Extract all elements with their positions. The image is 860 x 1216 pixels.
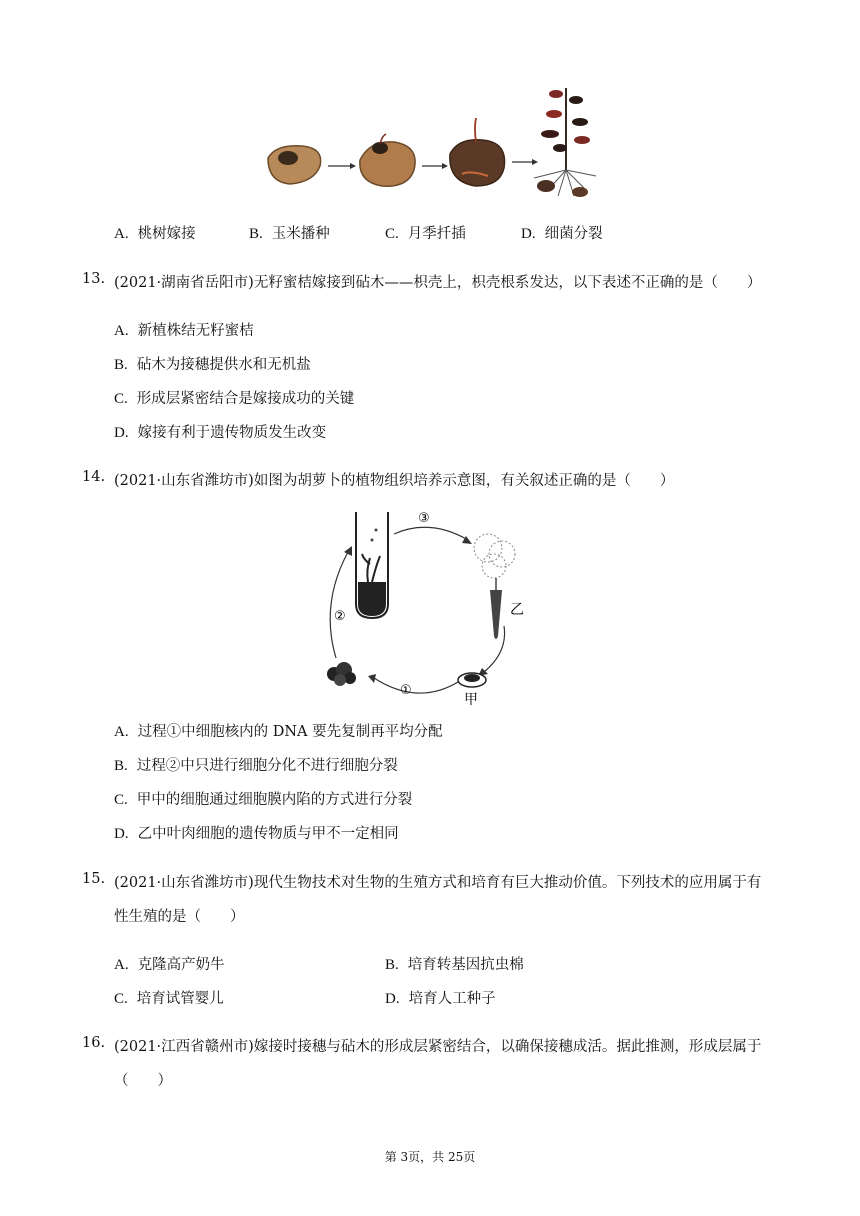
q16-stem-line1: (2021·江西省赣州市)嫁接时接穗与砧木的形成层紧密结合，以确保接穗成活。据此推测，形成层属于 [114,1039,762,1055]
tissue-culture-diagram [310,500,550,710]
q15-stem-line2: 性生殖的是（ ） [114,909,245,925]
label-yi: 乙 [510,602,524,618]
grown-plant [534,88,596,197]
q13-option-a[interactable]: A. 新植株结无籽蜜桔 [114,323,254,339]
q14-option-c[interactable]: C. 甲中的细胞通过细胞膜内陷的方式进行分裂 [114,792,413,808]
q14-number: 14. [82,469,106,485]
q14-option-d[interactable]: D. 乙中叶肉细胞的遗传物质与甲不一定相同 [114,826,399,842]
q12-option-b[interactable]: B. 玉米播种 [249,226,330,242]
tuber-1 [268,146,321,184]
tuber-growth-figure [262,78,602,208]
arrow-step2 [330,552,348,658]
q13-option-b[interactable]: B. 砧木为接穗提供水和无机盐 [114,357,311,373]
q15-option-a[interactable]: A. 克隆高产奶牛 [114,957,225,973]
q16-stem-line2: （ ） [114,1073,172,1089]
q16-number: 16. [82,1035,106,1051]
callus-cluster [327,662,356,686]
label-jia: 甲 [464,692,478,708]
q12-option-c[interactable]: C. 月季扦插 [385,226,466,242]
q12-option-d[interactable]: D. 细菌分裂 [521,226,603,242]
label-step3: ③ [418,511,430,526]
q15-number: 15. [82,871,106,887]
q13-option-c[interactable]: C. 形成层紧密结合是嫁接成功的关键 [114,391,355,407]
petri-dish [458,673,486,687]
arrow-step3 [394,527,468,540]
q12-option-a[interactable]: A. 桃树嫁接 [114,226,196,242]
page-footer: 第 3页，共 25页 [384,1150,476,1164]
tuber-2 [360,134,415,186]
q15-stem-line1: (2021·山东省潍坊市)现代生物技术对生物的生殖方式和培育有巨大推动价值。下列技术的应用属于有 [114,875,762,891]
label-step1: ① [400,683,412,698]
q13-option-d[interactable]: D. 嫁接有利于遗传物质发生改变 [114,425,327,441]
q15-option-c[interactable]: C. 培育试管婴儿 [114,991,224,1007]
q14-option-a[interactable]: A. 过程①中细胞核内的 DNA 要先复制再平均分配 [114,724,443,740]
test-tube [356,512,388,618]
tuber-3 [450,118,505,186]
q13-number: 13. [82,271,106,287]
q14-option-b[interactable]: B. 过程②中只进行细胞分化不进行细胞分裂 [114,758,398,774]
q14-stem: (2021·山东省潍坊市)如图为胡萝卜的植物组织培养示意图，有关叙述正确的是（ ） [114,473,675,489]
q15-option-d[interactable]: D. 培育人工种子 [385,991,496,1007]
arrow-step1 [374,678,458,693]
q15-option-b[interactable]: B. 培育转基因抗虫棉 [385,957,524,973]
carrot-plant [474,534,515,639]
label-step2: ② [334,609,346,624]
q13-stem: (2021·湖南省岳阳市)无籽蜜桔嫁接到砧木——枳壳上，枳壳根系发达，以下表述不正确的是（ ） [114,275,762,291]
